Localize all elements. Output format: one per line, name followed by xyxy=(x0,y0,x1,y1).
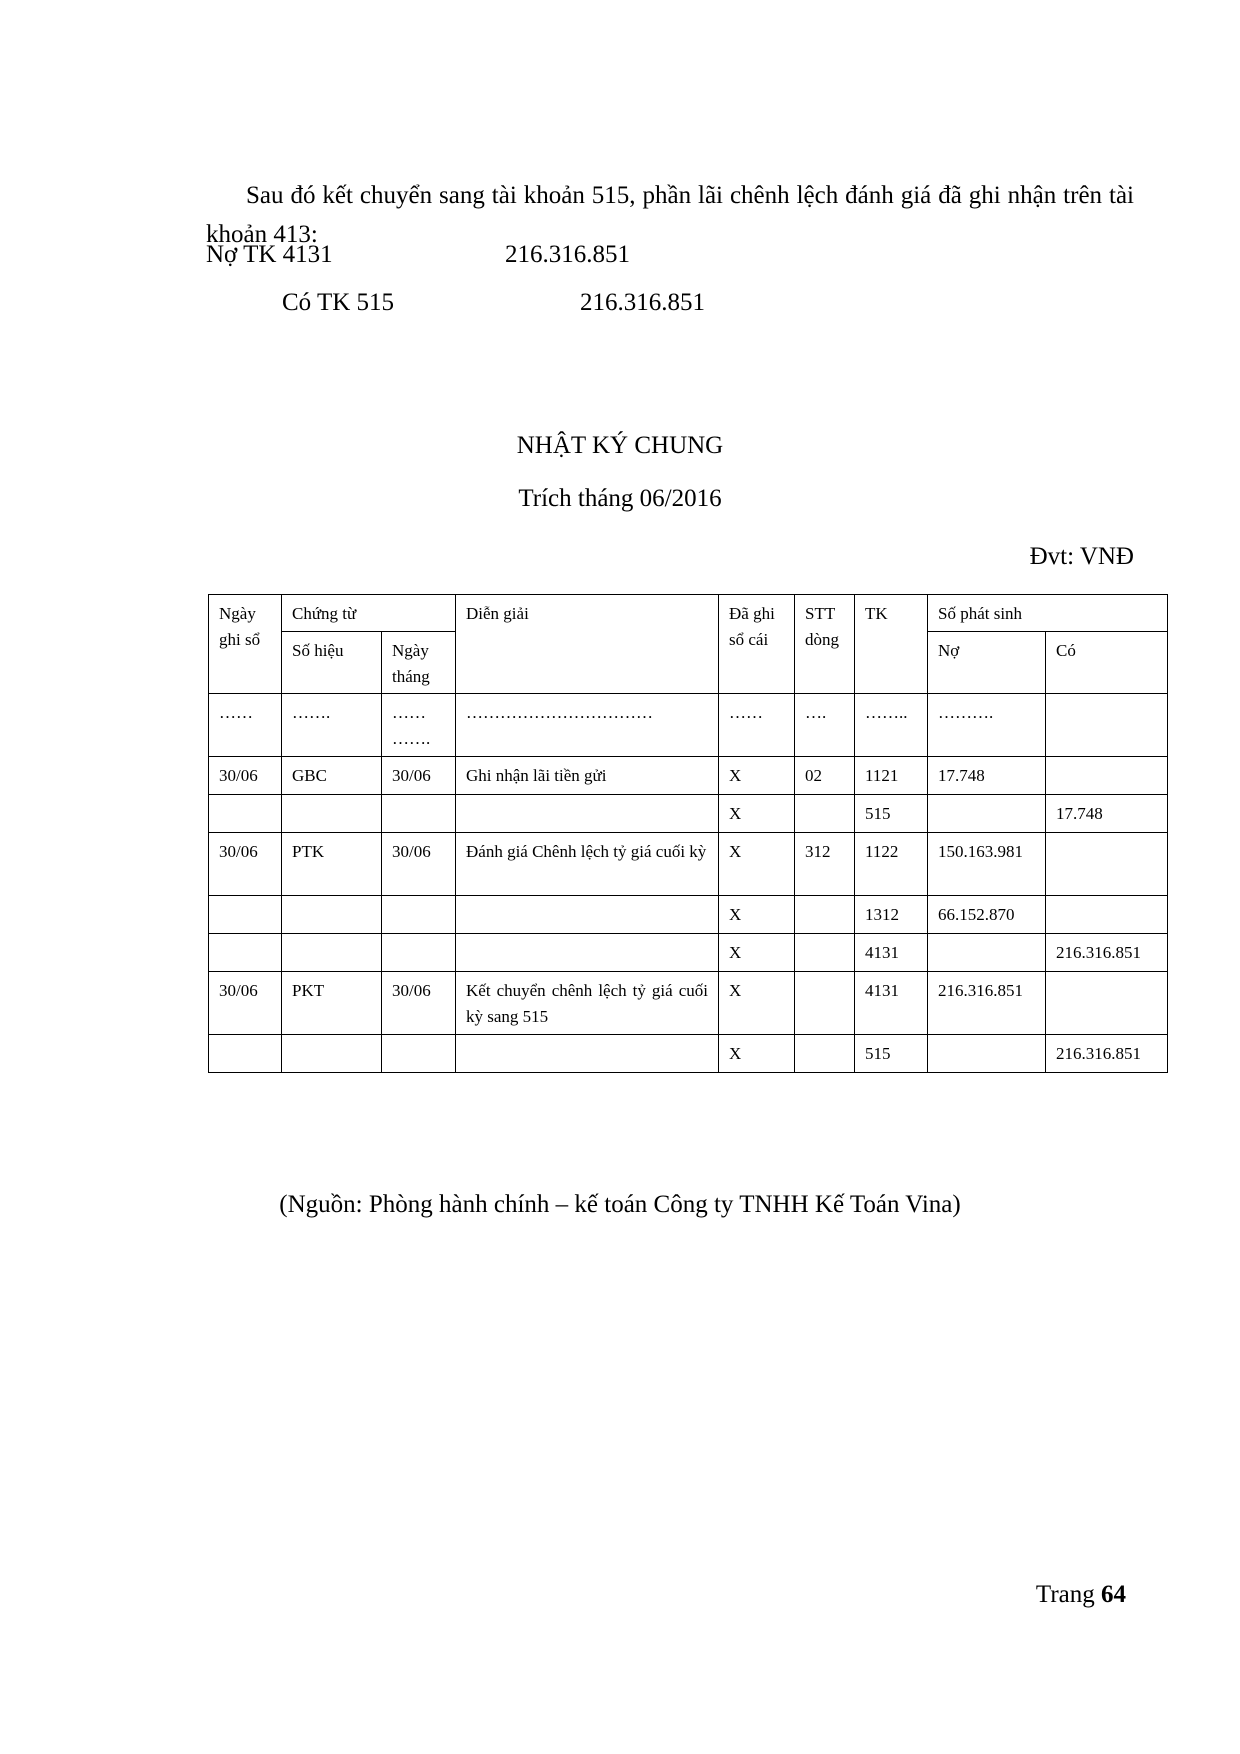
ellipsis-cell: …………………………… xyxy=(456,694,719,757)
header-voucher: Chứng từ xyxy=(282,595,456,632)
header-amount: Số phát sinh xyxy=(928,595,1168,632)
header-credit: Có xyxy=(1046,632,1168,694)
cell-description: Đánh giá Chênh lệch tỷ giá cuối kỳ xyxy=(456,833,719,896)
cell-voucher-no xyxy=(282,934,382,972)
cell-account: 515 xyxy=(855,795,928,833)
cell-description xyxy=(456,1035,719,1073)
cell-date: 30/06 xyxy=(209,757,282,795)
cell-voucher-no: GBC xyxy=(282,757,382,795)
cell-line-no xyxy=(795,934,855,972)
cell-voucher-date xyxy=(382,1035,456,1073)
debit-account-label: Nợ TK 4131 xyxy=(206,241,333,268)
table-row xyxy=(209,833,1168,896)
header-voucher-date: Ngày tháng xyxy=(382,632,456,694)
journal-subtitle: Trích tháng 06/2016 xyxy=(518,485,722,512)
cell-voucher-no: PKT xyxy=(282,972,382,1035)
cell-account: 4131 xyxy=(855,972,928,1035)
cell-account: 515 xyxy=(855,1035,928,1073)
cell-voucher-no xyxy=(282,1035,382,1073)
cell-credit xyxy=(1046,972,1168,1035)
ellipsis-cell: …… ……. xyxy=(382,694,456,757)
cell-credit: 216.316.851 xyxy=(1046,1035,1168,1073)
page-number: 64 xyxy=(1101,1581,1126,1608)
ellipsis-cell: …. xyxy=(795,694,855,757)
cell-line-no: 02 xyxy=(795,757,855,795)
cell-posted: X xyxy=(719,934,795,972)
cell-date xyxy=(209,795,282,833)
credit-amount: 216.316.851 xyxy=(580,289,705,316)
cell-debit xyxy=(928,795,1046,833)
cell-description xyxy=(456,934,719,972)
ellipsis-row xyxy=(209,694,1168,757)
header-posted: Đã ghi sổ cái xyxy=(719,595,795,694)
table-header-row xyxy=(209,595,1168,632)
intro-paragraph: Sau đó kết chuyển sang tài khoản 515, phần lãi chênh lệch đánh giá đã ghi nhận trên tài khoản 413: xyxy=(206,182,1134,248)
cell-account: 1122 xyxy=(855,833,928,896)
cell-account: 1121 xyxy=(855,757,928,795)
cell-date xyxy=(209,934,282,972)
cell-description: Ghi nhận lãi tiền gửi xyxy=(456,757,719,795)
header-voucher-no: Số hiệu xyxy=(282,632,382,694)
ellipsis-cell: …….. xyxy=(855,694,928,757)
cell-line-no xyxy=(795,1035,855,1073)
cell-date xyxy=(209,1035,282,1073)
cell-date xyxy=(209,896,282,934)
cell-line-no xyxy=(795,972,855,1035)
ellipsis-cell: …… xyxy=(209,694,282,757)
cell-posted: X xyxy=(719,795,795,833)
header-description: Diễn giải xyxy=(456,595,719,694)
cell-account: 1312 xyxy=(855,896,928,934)
header-line-no: STT dòng xyxy=(795,595,855,694)
cell-credit xyxy=(1046,833,1168,896)
cell-voucher-date xyxy=(382,934,456,972)
table-row xyxy=(209,896,1168,934)
table-row xyxy=(209,934,1168,972)
cell-posted: X xyxy=(719,972,795,1035)
cell-voucher-date xyxy=(382,795,456,833)
cell-posted: X xyxy=(719,757,795,795)
cell-posted: X xyxy=(719,1035,795,1073)
cell-debit: 150.163.981 xyxy=(928,833,1046,896)
cell-date: 30/06 xyxy=(209,972,282,1035)
source-note: (Nguồn: Phòng hành chính – kế toán Công ty TNHH Kế Toán Vina) xyxy=(279,1191,961,1218)
cell-voucher-date: 30/06 xyxy=(382,757,456,795)
ellipsis-cell: …… xyxy=(719,694,795,757)
cell-line-no: 312 xyxy=(795,833,855,896)
cell-credit xyxy=(1046,757,1168,795)
cell-line-no xyxy=(795,896,855,934)
page-label: Trang xyxy=(1035,1581,1095,1608)
cell-voucher-no xyxy=(282,896,382,934)
cell-debit: 216.316.851 xyxy=(928,972,1046,1035)
table-row xyxy=(209,1035,1168,1073)
cell-posted: X xyxy=(719,896,795,934)
general-journal-table xyxy=(208,594,1168,1073)
header-account: TK xyxy=(855,595,928,694)
cell-description: Kết chuyển chênh lệch tỷ giá cuối kỳ sang 515 xyxy=(456,972,719,1035)
cell-credit: 216.316.851 xyxy=(1046,934,1168,972)
table-row xyxy=(209,972,1168,1035)
cell-debit: 66.152.870 xyxy=(928,896,1046,934)
currency-unit: Đvt: VNĐ xyxy=(1029,543,1134,570)
cell-credit xyxy=(1046,896,1168,934)
header-date: Ngày ghi sổ xyxy=(209,595,282,694)
cell-debit xyxy=(928,1035,1046,1073)
cell-voucher-date: 30/06 xyxy=(382,833,456,896)
table-row xyxy=(209,795,1168,833)
cell-voucher-date: 30/06 xyxy=(382,972,456,1035)
ellipsis-cell xyxy=(1046,694,1168,757)
cell-voucher-no xyxy=(282,795,382,833)
cell-account: 4131 xyxy=(855,934,928,972)
header-debit: Nợ xyxy=(928,632,1046,694)
cell-description xyxy=(456,795,719,833)
journal-title: NHẬT KÝ CHUNG xyxy=(516,432,724,459)
credit-account-label: Có TK 515 xyxy=(282,289,395,316)
cell-debit xyxy=(928,934,1046,972)
ellipsis-cell: ……. xyxy=(282,694,382,757)
table-row xyxy=(209,757,1168,795)
cell-date: 30/06 xyxy=(209,833,282,896)
debit-amount: 216.316.851 xyxy=(505,241,630,268)
cell-description xyxy=(456,896,719,934)
cell-voucher-date xyxy=(382,896,456,934)
cell-posted: X xyxy=(719,833,795,896)
cell-credit: 17.748 xyxy=(1046,795,1168,833)
cell-debit: 17.748 xyxy=(928,757,1046,795)
cell-voucher-no: PTK xyxy=(282,833,382,896)
page-footer xyxy=(1036,1580,1126,1610)
ellipsis-cell: ………. xyxy=(928,694,1046,757)
cell-line-no xyxy=(795,795,855,833)
